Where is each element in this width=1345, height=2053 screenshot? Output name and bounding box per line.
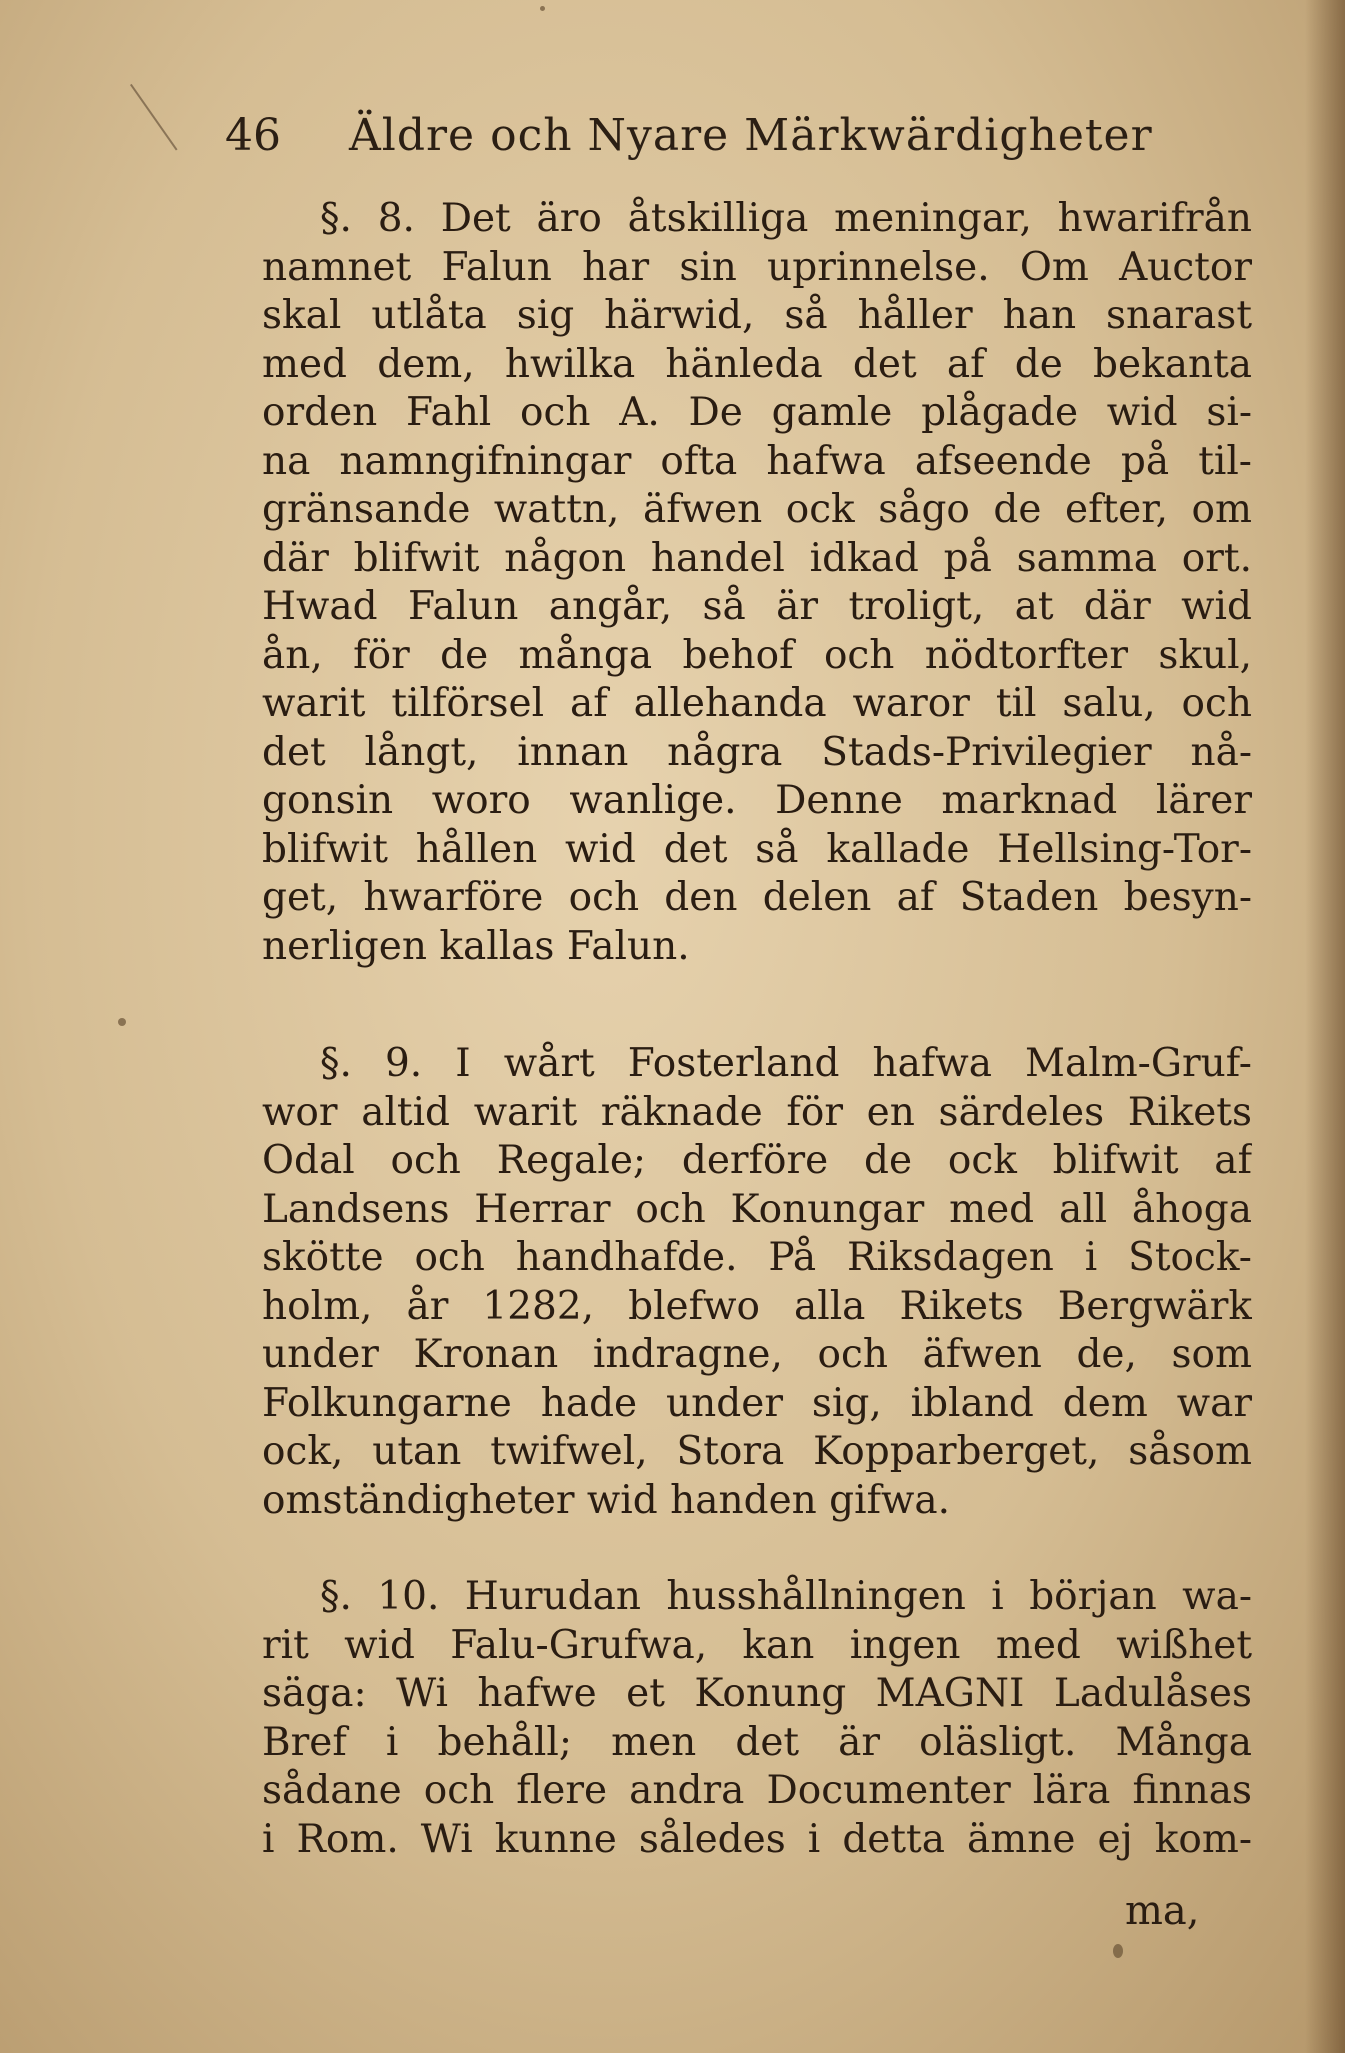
text-line: Hwad Falun angår, så är troligt, at där wid xyxy=(262,584,1252,629)
paragraph-section-9 xyxy=(262,1040,1252,1525)
text-line: nerligen kallas Falun. xyxy=(262,923,690,969)
text-line: sådane och flere andra Documenter lära finnas xyxy=(262,1768,1252,1813)
text-line: Odal och Regale; derföre de ock blifwit af xyxy=(262,1138,1252,1183)
paragraph-section-10 xyxy=(262,1573,1252,1864)
text-line: det långt, innan några Stads-Privilegier nå- xyxy=(262,729,1252,775)
pencil-mark xyxy=(130,84,178,151)
page-header xyxy=(225,110,1153,170)
text-line: i Rom. Wi kunne således i detta ämne ej kom- xyxy=(262,1816,1252,1862)
text-line: orden Fahl och A. De gamle plågade wid si- xyxy=(262,390,1252,435)
text-line: gränsande wattn, äfwen ock sågo de efter, om xyxy=(262,487,1252,532)
text-line: Landsens Herrar och Konungar med all åhoga xyxy=(262,1186,1252,1232)
text-line: blifwit hållen wid det så kallade Hellsing-Tor- xyxy=(262,826,1252,872)
text-line: §. 10. Hurudan husshållningen i början wa- xyxy=(320,1574,1252,1619)
text-line: rit wid Falu-Grufwa, kan ingen med wißhet xyxy=(262,1622,1252,1668)
text-line: Folkungarne hade under sig, ibland dem war xyxy=(262,1380,1252,1426)
text-line: under Kronan indragne, och äfwen de, som xyxy=(262,1332,1252,1377)
ink-speck xyxy=(118,1018,126,1026)
running-title: Äldre och Nyare Märkwärdigheter xyxy=(349,110,1153,161)
text-line: skal utlåta sig härwid, så håller han snarast xyxy=(262,293,1252,338)
page-number: 46 xyxy=(225,110,281,161)
text-line: med dem, hwilka hänleda det af de bekanta xyxy=(262,341,1252,387)
text-line: §. 8. Det äro åtskilliga meningar, hwarifrån xyxy=(320,196,1252,241)
text-line: §. 9. I wårt Fosterland hafwa Malm-Gruf- xyxy=(320,1041,1252,1086)
text-line: na namngifningar ofta hafwa afseende på til- xyxy=(262,438,1252,484)
text-line: wor altid warit räknade för en särdeles Rikets xyxy=(262,1089,1252,1135)
text-line: ån, för de många behof och nödtorfter skul, xyxy=(262,632,1252,678)
text-line: skötte och handhafde. På Riksdagen i Stock- xyxy=(262,1235,1252,1280)
text-line: omständigheter wid handen gifwa. xyxy=(262,1477,951,1523)
catchword: ma, xyxy=(1125,1888,1200,1934)
ink-speck xyxy=(540,6,545,11)
paragraph-section-8 xyxy=(262,195,1252,971)
text-line: Bref i behåll; men det är oläsligt. Många xyxy=(262,1719,1252,1765)
text-line: namnet Falun har sin uprinnelse. Om Auctor xyxy=(262,244,1252,290)
text-line: där blifwit någon handel idkad på samma ort. xyxy=(262,535,1252,581)
spine-shadow xyxy=(1305,0,1345,2053)
text-line: ock, utan twifwel, Stora Kopparberget, såsom xyxy=(262,1429,1252,1474)
text-line: holm, år 1282, blefwo alla Rikets Bergwärk xyxy=(262,1283,1252,1329)
text-line: warit tilförsel af allehanda waror til salu, och xyxy=(262,681,1252,726)
text-line: gonsin woro wanlige. Denne marknad lärer xyxy=(262,778,1252,823)
text-line: get, hwarföre och den delen af Staden besyn- xyxy=(262,875,1252,920)
ink-speck xyxy=(1113,1944,1123,1958)
text-line: säga: Wi hafwe et Konung MAGNI Ladulåses xyxy=(262,1671,1252,1716)
